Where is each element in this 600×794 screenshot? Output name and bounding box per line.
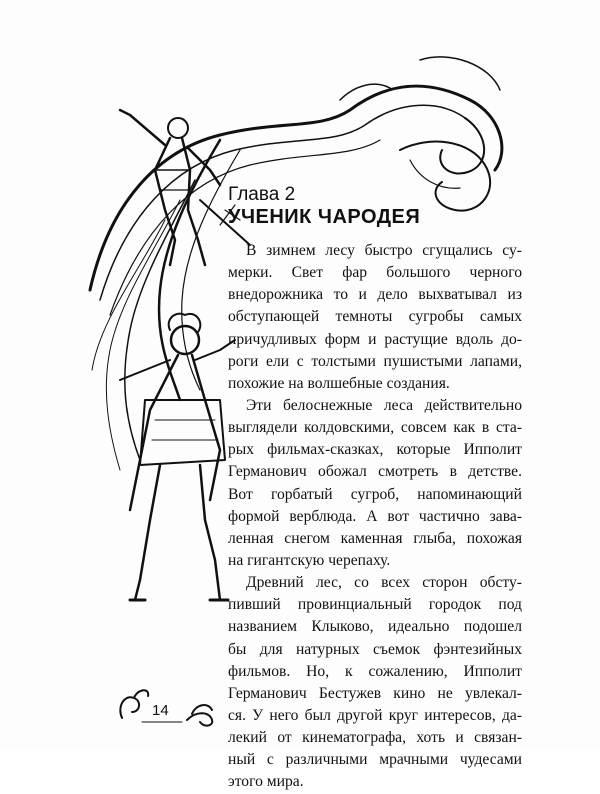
text-line: лекий от кинематографа, хоть и связан- <box>228 729 522 747</box>
page-number: 14 <box>152 702 169 719</box>
text-line: Эти белоснежные леса действительно <box>246 396 522 414</box>
text-line: выглядели колдовскими, совсем как в ста- <box>228 419 522 437</box>
text-line: на гигантскую черепаху. <box>228 551 391 569</box>
chapter-label: Глава 2 <box>228 184 296 205</box>
text-line: ленная снегом каменная глыба, похожая <box>228 529 522 547</box>
text-line: бы для натурных съемок фэнтезийных <box>228 640 522 658</box>
text-line: названием Клыково, идеально подошел <box>228 618 522 636</box>
text-line: ся. У него был другой круг интересов, да- <box>228 706 522 724</box>
text-line: фильмов. Но, к сожалению, Ипполит <box>228 662 522 680</box>
text-line: мерки. Свет фар большого черного <box>228 264 522 282</box>
text-line: ный с различными мрачными чудесами <box>228 751 522 769</box>
text-line: внедорожника то и дело выхватывал из <box>228 286 522 304</box>
text-line: рых фильмах-сказках, которые Ипполит <box>228 441 522 459</box>
text-line: обступающей темноты сугробы самых <box>228 308 522 326</box>
text-line: Германович Бестужев кино не увлекал- <box>228 684 522 702</box>
text-line: Древний лес, со всех сторон обсту- <box>246 574 522 592</box>
text-line: формой верблюда. А вот частично зава- <box>228 507 522 525</box>
text-line: похожие на волшебные создания. <box>228 374 450 392</box>
text-line: Германович обожал смотреть в детстве. <box>228 463 522 481</box>
chapter-body <box>228 240 522 794</box>
text-line: В зимнем лесу быстро сгущались су- <box>246 242 522 259</box>
text-line: причудливых форм и растущие вдоль до- <box>228 330 522 348</box>
paragraph <box>228 395 522 572</box>
text-line: роги ели с толстыми пушистыми лапами, <box>228 352 522 370</box>
paragraph <box>228 572 522 793</box>
text-line: пивший провинциальный городок под <box>228 596 522 614</box>
text-line: Вот горбатый сугроб, напоминающий <box>228 485 522 503</box>
chapter-title: УЧЕНИК ЧАРОДЕЯ <box>228 206 421 228</box>
text-line: этого мира. <box>228 773 304 791</box>
paragraph <box>228 240 522 395</box>
